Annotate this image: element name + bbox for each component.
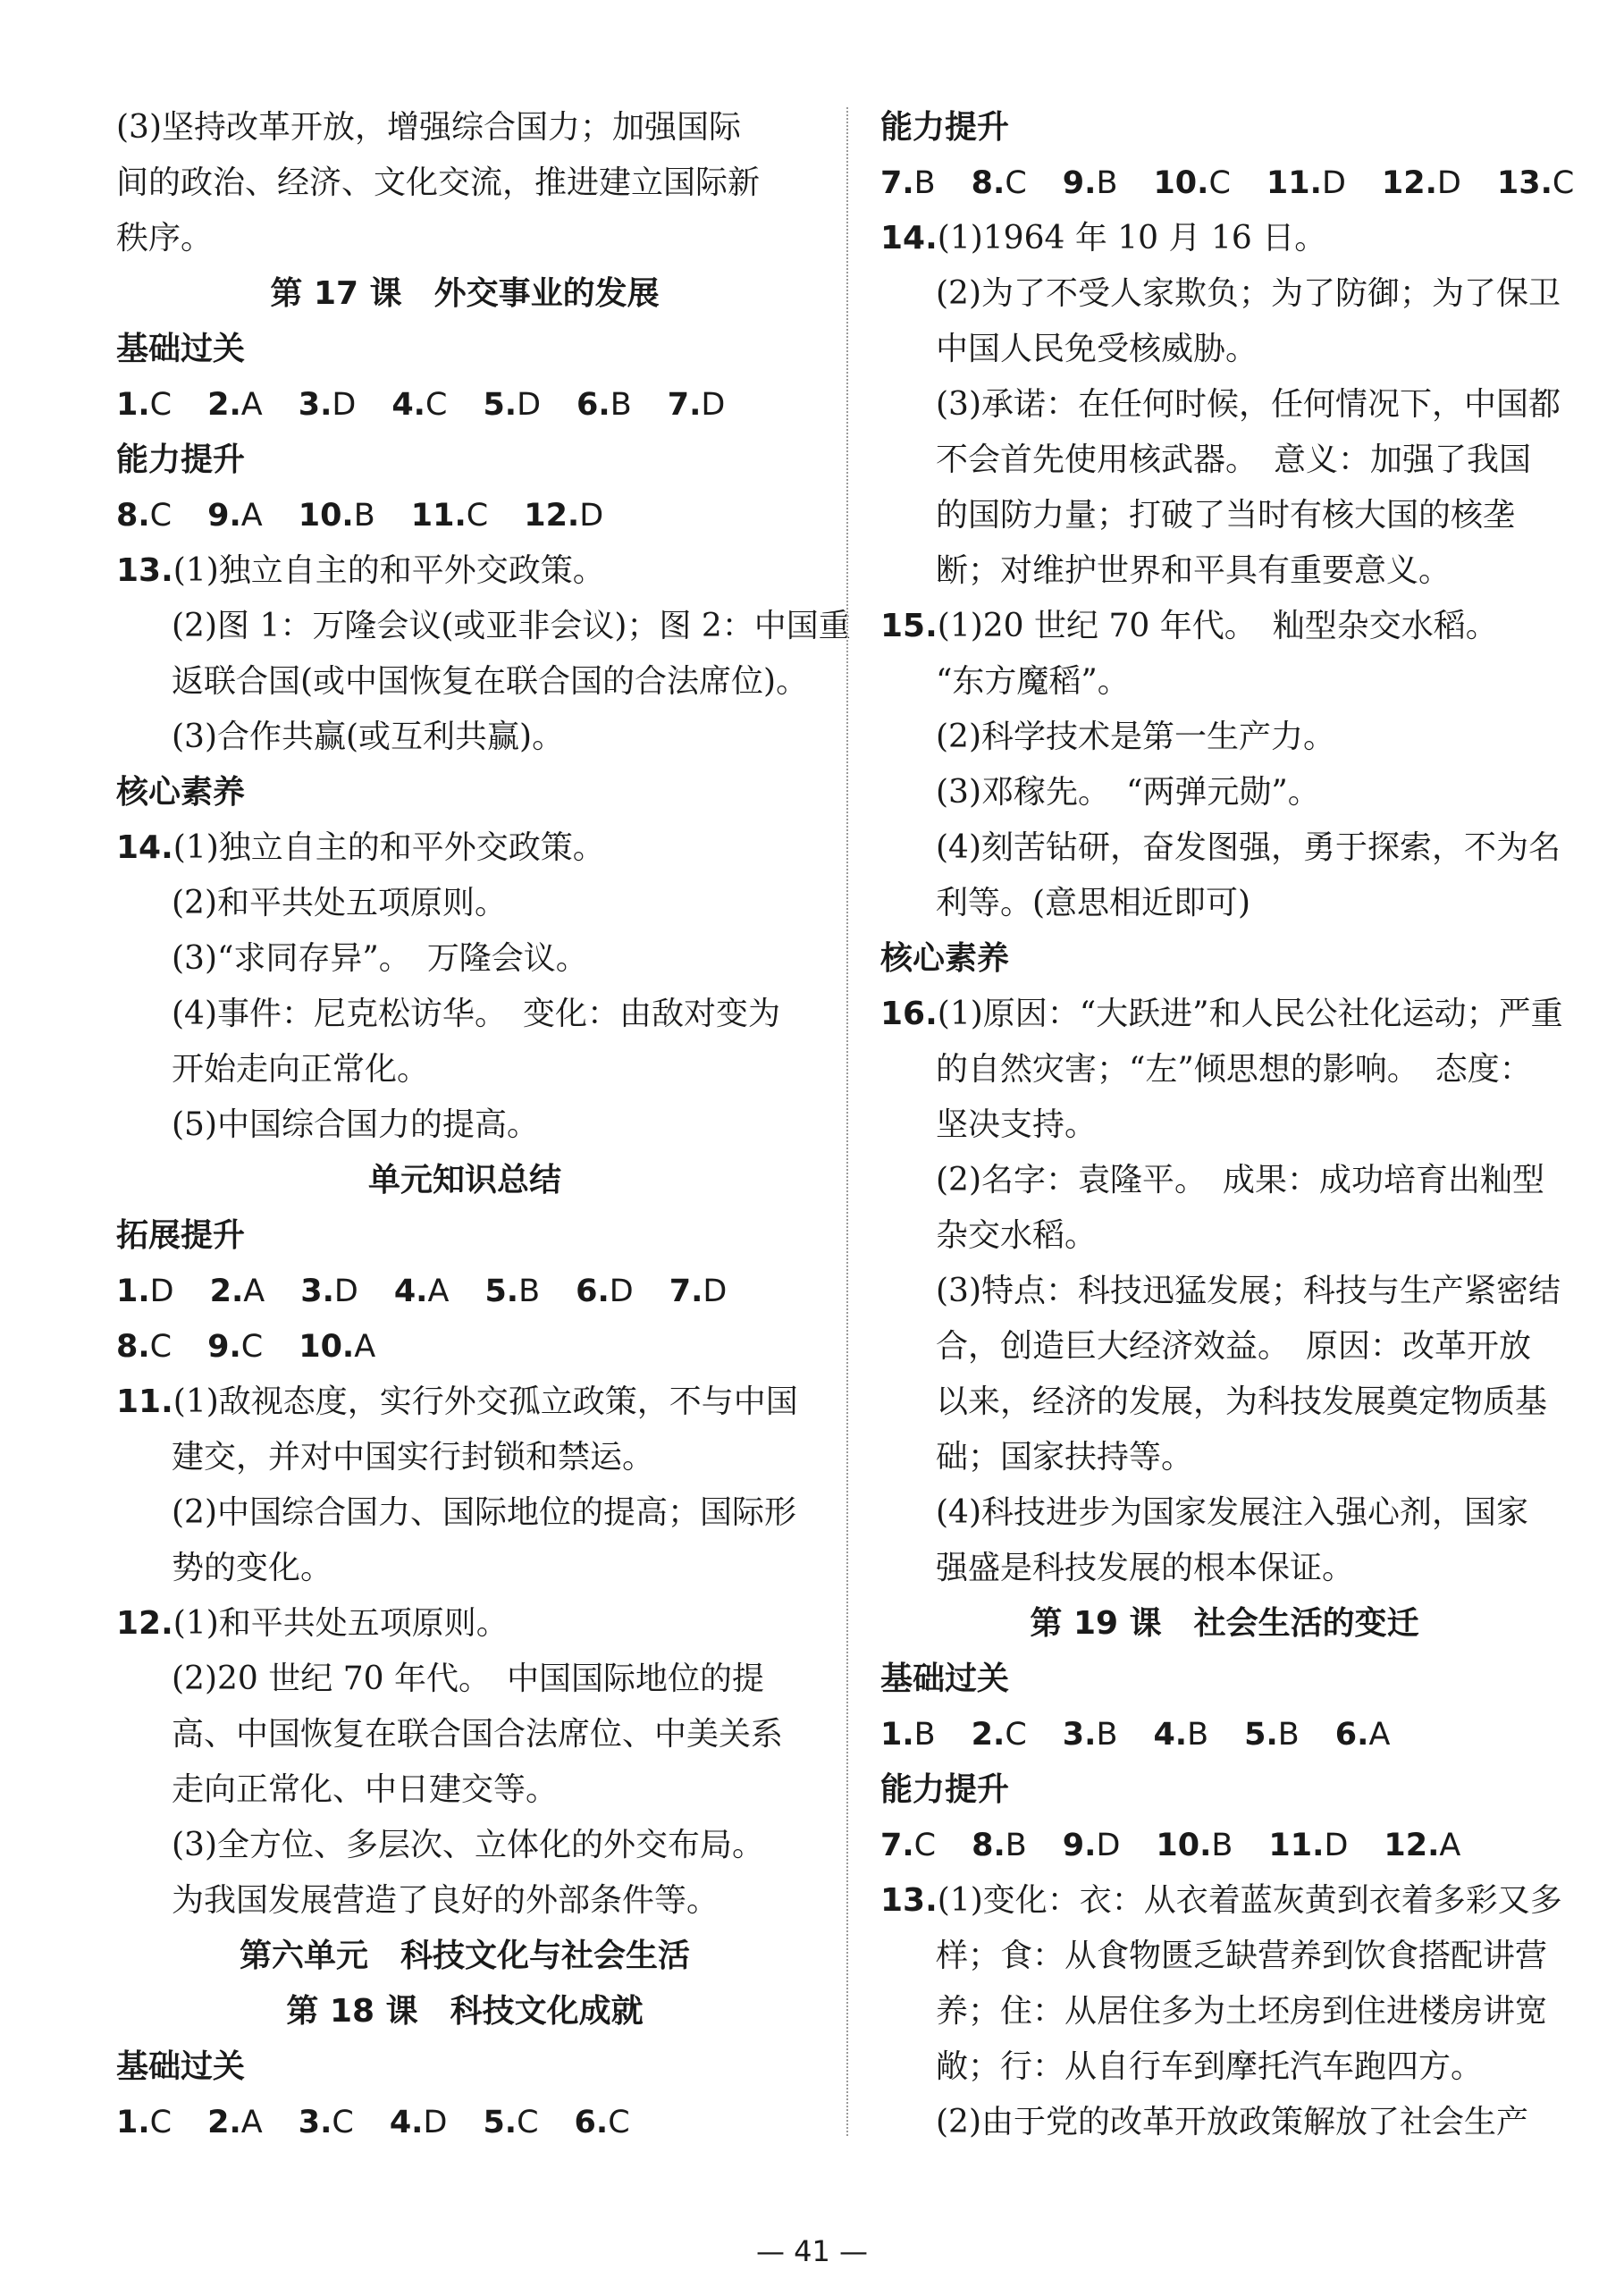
question-number: 16. xyxy=(880,996,938,1032)
answer-item: 1.C xyxy=(116,387,172,423)
answer-text-line: 样；食：从食物匮乏缺营养到饮食搭配讲营 xyxy=(936,1938,1548,1974)
section-heading: 核心素养 xyxy=(880,940,1010,977)
answer-item: 7.C xyxy=(880,1828,937,1863)
page-number: — 41 — xyxy=(755,2234,869,2268)
answer-row xyxy=(880,156,1575,211)
section-heading: 基础过关 xyxy=(116,331,246,367)
answer-item: 5.B xyxy=(1244,1717,1300,1753)
section-heading: 能力提升 xyxy=(880,1771,1010,1808)
answer-text-line: (4)科技进步为国家发展注入强心剂，国家 xyxy=(936,1494,1528,1531)
question-text: (1)1964 年 10 月 16 日。 xyxy=(937,220,1327,256)
answer-row xyxy=(116,377,813,433)
answer-item: 4.D xyxy=(389,2105,448,2140)
answer-text-line: (3)邓稼先。 “两弹元勋”。 xyxy=(936,774,1320,811)
answer-text-line: (2)图 1：万隆会议(或亚非会议)；图 2：中国重 xyxy=(172,608,851,644)
question-line xyxy=(880,599,1569,654)
section-heading: 能力提升 xyxy=(116,441,246,478)
question-line xyxy=(116,1375,813,1430)
answer-item: 10.A xyxy=(299,1329,376,1365)
answer-item: 8.C xyxy=(116,498,172,534)
answer-text-line: 势的变化。 xyxy=(172,1550,333,1586)
section-heading: 基础过关 xyxy=(116,2048,246,2085)
answer-item: 7.B xyxy=(880,165,936,201)
answer-text-line: (3)特点：科技迅猛发展；科技与生产紧密结 xyxy=(936,1273,1561,1309)
answer-text-line: 的自然灾害；“左”倾思想的影响。 态度： xyxy=(936,1051,1532,1088)
answer-text-line: 坚决支持。 xyxy=(936,1106,1098,1143)
question-line xyxy=(116,820,813,876)
answer-item: 2.A xyxy=(209,1274,265,1309)
answer-item: 10.C xyxy=(1153,165,1231,201)
answer-item: 11.C xyxy=(410,498,489,534)
section-heading: 能力提升 xyxy=(880,109,1010,146)
section-heading: 拓展提升 xyxy=(116,1217,246,1254)
answer-item: 4.C xyxy=(391,387,448,423)
question-number: 14. xyxy=(880,220,938,256)
lesson-heading: 第六单元 科技文化与社会生活 xyxy=(239,1938,690,1974)
answer-text-line: 开始走向正常化。 xyxy=(172,1051,430,1088)
answer-item: 12.D xyxy=(1381,165,1461,201)
answer-text-line: (3)“求同存异”。 万隆会议。 xyxy=(172,940,588,977)
answer-item: 2.A xyxy=(207,2105,263,2140)
continued-text-line: (3)坚持改革开放，增强综合国力；加强国际 xyxy=(116,109,741,146)
answer-row xyxy=(116,488,813,543)
answer-item: 3.D xyxy=(300,1274,358,1309)
continued-text-line: 秩序。 xyxy=(116,220,214,256)
answer-text-line: (3)合作共赢(或互利共赢)。 xyxy=(172,719,565,755)
answer-text-line: 杂交水稻。 xyxy=(936,1217,1098,1254)
answer-item: 10.B xyxy=(1156,1828,1233,1863)
answer-text-line: 返联合国(或中国恢复在联合国的合法席位)。 xyxy=(172,663,809,700)
question-text: (1)变化：衣：从衣着蓝灰黄到衣着多彩又多 xyxy=(937,1882,1562,1919)
answer-text-line: 以来，经济的发展，为科技发展奠定物质基 xyxy=(936,1383,1548,1420)
answer-item: 9.B xyxy=(1062,165,1118,201)
answer-text-line: (4)事件：尼克松访华。 变化：由敌对变为 xyxy=(172,996,780,1032)
answer-item: 1.D xyxy=(116,1274,174,1309)
answer-text-line: (2)名字：袁隆平。 成果：成功培育出籼型 xyxy=(936,1162,1544,1198)
answer-item: 1.B xyxy=(880,1717,936,1753)
answer-text-line: 不会首先使用核武器。 意义：加强了我国 xyxy=(936,441,1532,478)
answer-item: 2.C xyxy=(971,1717,1027,1753)
lesson-heading: 第 19 课 社会生活的变迁 xyxy=(1030,1605,1419,1642)
answer-text-line: (2)由于党的改革开放政策解放了社会生产 xyxy=(936,2104,1528,2140)
answer-text-line: (2)20 世纪 70 年代。 中国国际地位的提 xyxy=(172,1661,764,1697)
answer-item: 9.A xyxy=(207,498,263,534)
answer-item: 9.D xyxy=(1062,1828,1121,1863)
answer-text-line: (5)中国综合国力的提高。 xyxy=(172,1106,539,1143)
question-number: 15. xyxy=(880,608,938,644)
answer-item: 4.B xyxy=(1153,1717,1209,1753)
answer-item: 13.C xyxy=(1496,165,1575,201)
answer-text-line: 断；对维护世界和平具有重要意义。 xyxy=(936,552,1452,589)
answer-text-line: (3)承诺：在任何时候，任何情况下，中国都 xyxy=(936,386,1561,423)
question-number: 12. xyxy=(116,1605,173,1642)
question-text: (1)和平共处五项原则。 xyxy=(172,1605,509,1642)
answer-item: 6.C xyxy=(574,2105,630,2140)
answer-row xyxy=(116,1264,813,1319)
answer-item: 6.D xyxy=(576,1274,634,1309)
answer-item: 3.C xyxy=(298,2105,354,2140)
question-number: 13. xyxy=(880,1882,938,1919)
answer-item: 2.A xyxy=(207,387,263,423)
answer-text-line: “东方魔稻”。 xyxy=(936,663,1130,700)
answer-text-line: 敞；行：从自行车到摩托汽车跑四方。 xyxy=(936,2048,1484,2085)
answer-text-line: 走向正常化、中日建交等。 xyxy=(172,1771,559,1808)
question-number: 13. xyxy=(116,552,173,589)
answer-text-line: (2)中国综合国力、国际地位的提高；国际形 xyxy=(172,1494,796,1531)
column-divider xyxy=(846,107,848,2136)
answer-item: 8.C xyxy=(971,165,1027,201)
left-column xyxy=(116,100,851,2150)
answer-item: 6.A xyxy=(1334,1717,1391,1753)
answer-item: 3.B xyxy=(1062,1717,1118,1753)
question-line xyxy=(880,1873,1569,1929)
answer-item: 11.D xyxy=(1268,1828,1349,1863)
answer-item: 6.B xyxy=(576,387,632,423)
answer-item: 7.D xyxy=(667,387,726,423)
answer-item: 5.D xyxy=(483,387,542,423)
answer-text-line: 的国防力量；打破了当时有核大国的核垄 xyxy=(936,497,1516,534)
answer-item: 3.D xyxy=(298,387,357,423)
question-text: (1)原因：“大跃进”和人民公社化运动；严重 xyxy=(937,996,1563,1032)
answer-item: 12.D xyxy=(524,498,604,534)
answer-row xyxy=(116,2095,813,2150)
answer-text-line: (2)科学技术是第一生产力。 xyxy=(936,719,1335,755)
question-text: (1)20 世纪 70 年代。 籼型杂交水稻。 xyxy=(937,608,1498,644)
question-text: (1)敌视态度，实行外交孤立政策，不与中国 xyxy=(172,1383,798,1420)
question-number: 14. xyxy=(116,829,173,866)
question-text: (1)独立自主的和平外交政策。 xyxy=(172,552,605,589)
lesson-heading: 第 17 课 外交事业的发展 xyxy=(270,275,660,312)
answer-text-line: (2)和平共处五项原则。 xyxy=(172,885,507,921)
answer-item: 5.B xyxy=(484,1274,541,1309)
answer-text-line: 强盛是科技发展的根本保证。 xyxy=(936,1550,1355,1586)
answer-text-line: 利等。(意思相近即可) xyxy=(936,885,1251,921)
answer-item: 1.C xyxy=(116,2105,172,2140)
answer-text-line: 养；住：从居住多为土坯房到住进楼房讲宽 xyxy=(936,1993,1548,2030)
answer-text-line: (3)全方位、多层次、立体化的外交布局。 xyxy=(172,1827,764,1863)
answer-item: 12.A xyxy=(1384,1828,1461,1863)
answer-item: 5.C xyxy=(483,2105,539,2140)
section-heading: 核心素养 xyxy=(116,774,246,811)
answer-row xyxy=(880,1818,1569,1873)
answer-row xyxy=(880,1707,1569,1762)
section-heading: 基础过关 xyxy=(880,1661,1010,1697)
answer-text-line: (4)刻苦钻研，奋发图强，勇于探索，不为名 xyxy=(936,829,1561,866)
answer-item: 9.C xyxy=(207,1329,264,1365)
answer-item: 8.B xyxy=(972,1828,1027,1863)
answer-text-line: 为我国发展营造了良好的外部条件等。 xyxy=(172,1882,719,1919)
answer-text-line: (2)为了不受人家欺负；为了防御；为了保卫 xyxy=(936,275,1561,312)
answer-row xyxy=(116,1319,813,1375)
answer-text-line: 中国人民免受核威胁。 xyxy=(936,331,1258,367)
answer-item: 11.D xyxy=(1266,165,1346,201)
answer-text-line: 础；国家扶持等。 xyxy=(936,1439,1194,1476)
answer-item: 10.B xyxy=(298,498,375,534)
answer-text-line: 合，创造巨大经济效益。 原因：改革开放 xyxy=(936,1328,1532,1365)
right-column xyxy=(880,100,1575,2150)
question-text: (1)独立自主的和平外交政策。 xyxy=(172,829,605,866)
answer-item: 8.C xyxy=(116,1329,172,1365)
lesson-heading: 单元知识总结 xyxy=(367,1162,561,1198)
question-line xyxy=(116,543,813,599)
question-number: 11. xyxy=(116,1383,173,1420)
answer-item: 4.A xyxy=(393,1274,450,1309)
answer-text-line: 高、中国恢复在联合国合法席位、中美关系 xyxy=(172,1716,784,1753)
answer-text-line: 建交，并对中国实行封锁和禁运。 xyxy=(172,1439,655,1476)
continued-text-line: 间的政治、经济、文化交流，推进建立国际新 xyxy=(116,164,761,201)
question-line xyxy=(880,987,1569,1042)
lesson-heading: 第 18 课 科技文化成就 xyxy=(286,1993,644,2030)
question-line xyxy=(116,1596,813,1652)
answer-item: 7.D xyxy=(669,1274,728,1309)
question-line xyxy=(880,211,1569,266)
